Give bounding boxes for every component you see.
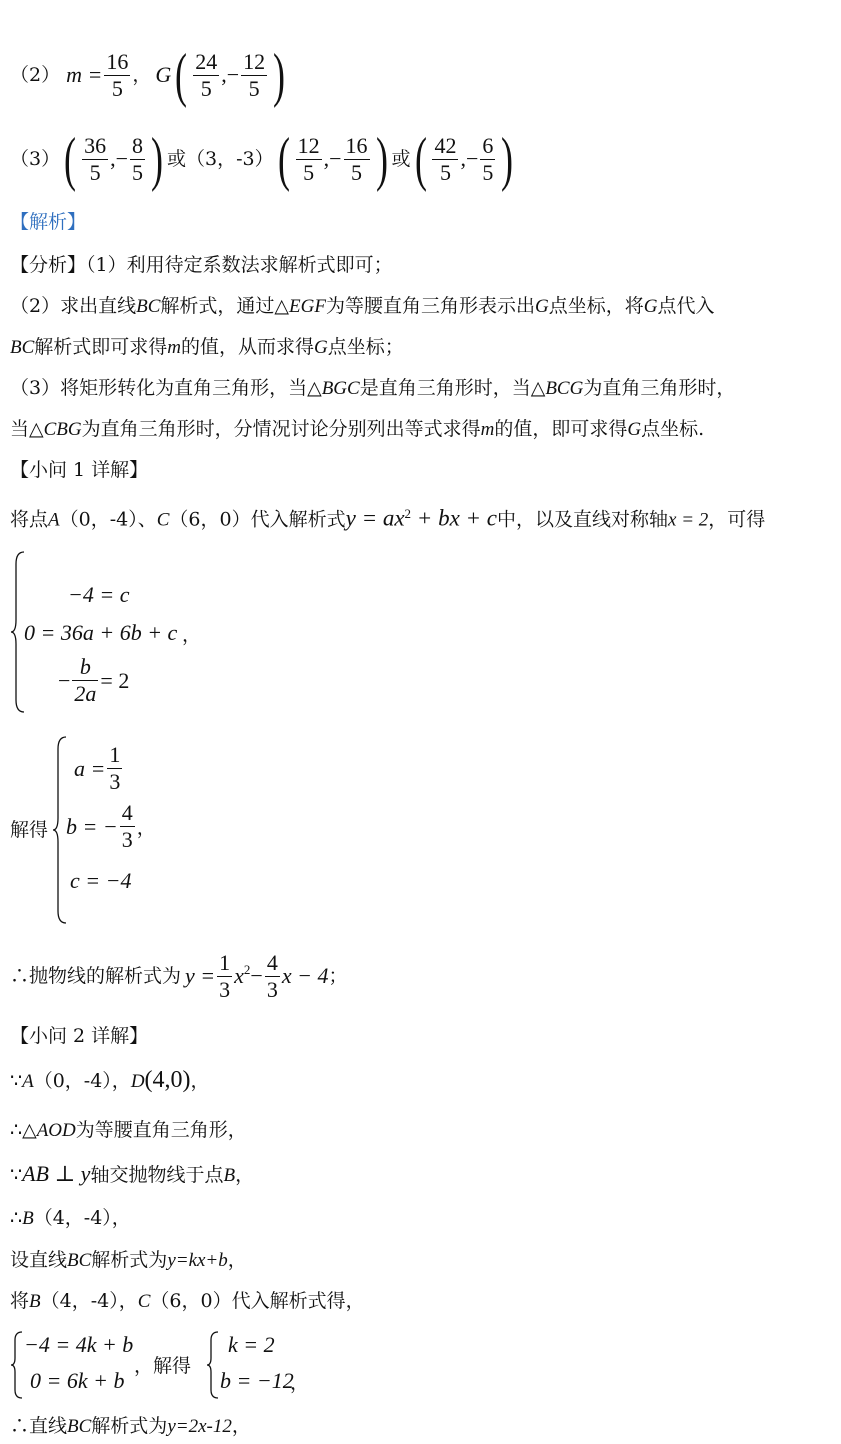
analysis-line-2: （2）求出直线BC解析式，通过△EGF为等腰直角三角形表示出G点坐标，将G点代入: [10, 295, 715, 317]
q1-solution-b: b = − $\frac{4}{3}$ ，: [66, 800, 156, 852]
q1-statement: 将点A（0，-4）、C（6，0）代入解析式$y = ax^2$ + bx + c中，以及直线对称轴x = 2，可得: [10, 505, 766, 531]
q2-solution-b: b = −12: [220, 1368, 294, 1393]
q1-conclusion: ∴抛物线的解析式为 y = $\frac{1}{3}$ x $^2$ − $\frac{4}{3}$ x − 4 ；: [10, 949, 348, 1002]
left-brace-icon: [206, 1330, 220, 1400]
q2-line-3: ∵AB ⊥ y轴交抛物线于点B，: [10, 1161, 255, 1186]
q1-solution-a: a = $\frac{1}{3}$: [74, 742, 121, 794]
q1-system-eq2: 0 = 36a + 6b + c: [24, 620, 178, 645]
q2-line-8: ∴直线BC解析式为y=2x-12，: [10, 1415, 251, 1437]
q1-system-comma: ，: [182, 625, 202, 646]
analysis-summary: 【分析】（1）利用待定系数法求解析式即可；: [10, 254, 393, 276]
q1-heading: 【小问 1 详解】: [10, 459, 149, 481]
q2-system-eq1: −4 = 4k + b: [24, 1332, 134, 1357]
q2-line-4: ∴B（4，-4），: [10, 1207, 131, 1229]
right-paren-icon: ): [273, 42, 286, 108]
left-brace-icon: [10, 1330, 24, 1400]
q1-solve-label: 解得: [10, 819, 49, 841]
answer-2-G: G: [155, 62, 172, 87]
q2-solution-k: k = 2: [228, 1332, 275, 1357]
analysis-heading: 【解析】: [10, 211, 87, 233]
q2-solution-comma: ，: [290, 1373, 310, 1394]
left-paren-icon: (: [175, 42, 188, 108]
answer-2: （2） m = $\frac{16}{5}$ ， G ( $\frac{24}{5}$ ,− $\frac{12}{5}$ ): [10, 42, 286, 108]
q2-line-1: ∵A（0，-4），D(4,0)，: [10, 1067, 210, 1093]
answer-3: （3） ( $\frac{36}{5}$ ,− $\frac{8}{5}$ ) 或（3，-3） ( $\frac{12}{5}$ ,− $\frac{16}{5}$ ) 或 ( $\frac{42}{5}$ ,− $\frac{6}{5}$ ): [10, 126, 514, 192]
answer-3-label: （3）: [10, 148, 61, 170]
answer-2-label: （2）: [10, 64, 61, 86]
q2-line-2: ∴△AOD为等腰直角三角形，: [10, 1119, 247, 1141]
analysis-line-4: （3）将矩形转化为直角三角形，当△BGC是直角三角形时，当△BCG为直角三角形时，: [10, 377, 736, 399]
analysis-line-3: BC解析式即可求得m的值，从而求得G点坐标；: [10, 336, 404, 358]
q2-heading: 【小问 2 详解】: [10, 1025, 149, 1047]
answer-2-m-fraction: $\frac{16}{5}$: [106, 48, 129, 101]
q2-line-6: 将B（4，-4），C（6，0）代入解析式得，: [10, 1290, 365, 1312]
q2-system-eq2: 0 = 6k + b: [30, 1368, 125, 1393]
q1-system-eq1: −4 = c: [68, 582, 130, 607]
q2-line-5: 设直线BC解析式为y=kx+b，: [10, 1249, 247, 1271]
analysis-line-5: 当△CBG为直角三角形时，分情况讨论分别列出等式求得m的值，即可求得G点坐标.: [10, 418, 705, 440]
answer-2-m: m =: [66, 62, 103, 87]
q1-solution-c: c = −4: [70, 868, 132, 893]
q2-system-mid: ，解得: [134, 1356, 192, 1377]
q1-system-eq3: − $\frac{b}{2a}$ = 2: [58, 654, 130, 706]
